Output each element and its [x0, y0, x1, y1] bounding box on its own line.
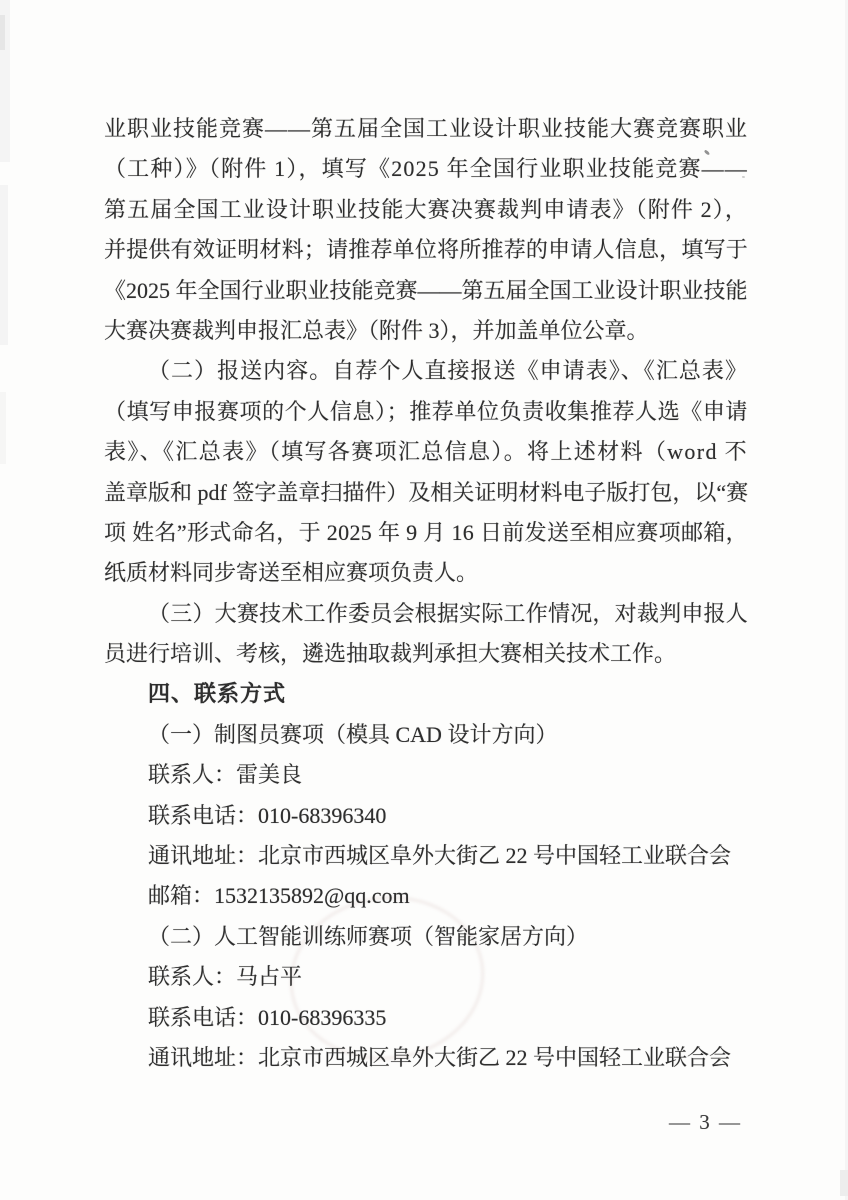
text-line: 通讯地址：北京市西城区阜外大街乙 22 号中国轻工业联合会 [148, 1044, 732, 1070]
text-line: 联系电话：010-68396340 [148, 802, 387, 828]
text-line: 联系人：雷美良 [148, 762, 303, 788]
text-line: （二）报送内容。自荐个人直接报送《申请表》、《汇总表》 [148, 358, 748, 384]
text-line: （一）制图员赛项（模具 CAD 设计方向） [148, 721, 558, 747]
document-body [104, 109, 748, 1078]
text-line: （工种）》（附件 1），填写《2025 年全国行业职业技能竞赛—— [104, 156, 748, 182]
text-line: （三）大赛技术工作委员会根据实际工作情况，对裁判申报人 [148, 600, 748, 626]
scan-edge-artifact [0, 185, 8, 345]
page-number: — 3 — [669, 1110, 742, 1134]
text-line: （二）人工智能训练师赛项（智能家居方向） [148, 923, 589, 949]
section-heading: 四、联系方式 [148, 681, 287, 707]
text-line: 并提供有效证明材料；请推荐单位将所推荐的申请人信息，填写于 [104, 237, 748, 263]
text-line: 业职业技能竞赛——第五届全国工业设计职业技能大赛竞赛职业 [104, 116, 748, 141]
text-line: 《2025 年全国行业职业技能竞赛——第五届全国工业设计职业技能 [104, 277, 748, 303]
scan-edge-artifact [0, 15, 5, 50]
scan-edge-artifact [840, 1170, 848, 1196]
text-line: 邮箱：1532135892@qq.com [148, 883, 410, 909]
text-line: 纸质材料同步寄送至相应赛项负责人。 [104, 560, 479, 586]
scan-edge-artifact [0, 392, 6, 464]
text-line: 大赛决赛裁判申报汇总表》（附件 3），并加盖单位公章。 [104, 317, 649, 343]
text-line: 项 姓名”形式命名，于 2025 年 9 月 16 日前发送至相应赛项邮箱， [104, 519, 748, 545]
text-line: 员进行培训、考核，遴选抽取裁判承担大赛相关技术工作。 [104, 641, 677, 667]
text-line: 表》、《汇总表》（填写各赛项汇总信息）。将上述材料（word 不 [104, 439, 748, 465]
text-line: 联系电话：010-68396335 [148, 1004, 387, 1030]
text-line: 通讯地址：北京市西城区阜外大街乙 22 号中国轻工业联合会 [148, 843, 732, 869]
text-line: 盖章版和 pdf 签字盖章扫描件）及相关证明材料电子版打包，以“赛 [104, 479, 749, 505]
text-line: （填写申报赛项的个人信息）；推荐单位负责收集推荐人选《申请 [104, 398, 748, 424]
text-line: 联系人：马占平 [148, 964, 303, 990]
text-line: 第五届全国工业设计职业技能大赛决赛裁判申请表》（附件 2）， [104, 196, 748, 222]
